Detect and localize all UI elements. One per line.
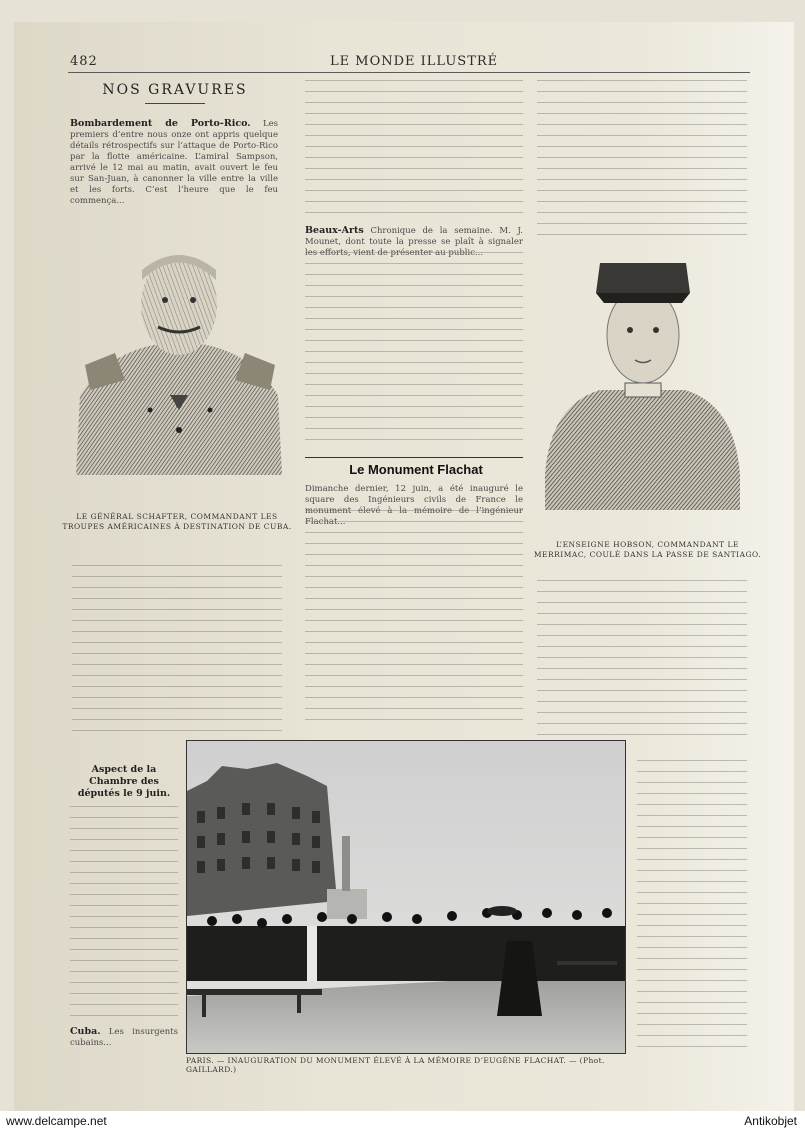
article-heading: Bombardement de Porto-Rico. (70, 118, 251, 129)
article-text: Les premiers d’entre nous onze ont appris quelque détails rétrospectifs sur l’attaque de Porto-Rico par la flotte américaine. L’amiral Sampson, arrivé le 12 mai au matin, avait ouvert le feu sur San-Juan, à canonner la ville entre la ville et les forts. C’est l’heure que le feu commença... (70, 119, 279, 206)
portrait-ensign-hobson (540, 255, 745, 520)
cuba-heading: Cuba. (70, 1026, 101, 1037)
portrait-left-caption: LE GÉNÉRAL SCHAFTER, COMMANDANT LES TROUPES AMÉRICAINES À DESTINATION DE CUBA. (62, 512, 292, 531)
photo-flachat-monument (186, 740, 626, 1054)
page-number: 482 (70, 54, 98, 69)
monument-title: Le Monument Flachat (349, 462, 483, 477)
beaux-arts-text: Chronique de la semaine. M. J. Mounet, dont toute la presse se plaît à signaler les efforts, vient de présenter au public... (305, 226, 523, 258)
monument-rule (305, 457, 523, 458)
middle-text-lines (305, 252, 523, 447)
article-porto-rico (70, 118, 278, 230)
beaux-arts-heading: Beaux-Arts (305, 225, 364, 236)
right-text-lines-mid (537, 580, 747, 740)
article-cuba (70, 1026, 178, 1050)
aspect-heading (70, 764, 178, 804)
cuba-text: Les insurgents cubains... (70, 1027, 178, 1048)
footer-bar (0, 1111, 805, 1131)
portrait-general-shafter (70, 245, 288, 510)
header-rule (68, 72, 750, 73)
right-narrow-text-lines (637, 760, 747, 1050)
portrait-right-caption: L’ENSEIGNE HOBSON, COMMANDANT LE MERRIMAC, COULÉ DANS LA PASSE DE SANTIAGO. (533, 540, 762, 559)
aspect-heading-text: Aspect de la Chambre des députés le 9 juin. (77, 764, 171, 799)
middle-text-lines-top (305, 80, 523, 220)
title-ornament (145, 103, 205, 104)
journal-title: LE MONDE ILLUSTRÉ (330, 54, 499, 69)
monument-text: Dimanche dernier, 12 juin, a été inauguré le square des Ingénieurs civils de France le monument élevé à la mémoire de l’ingénieur Flachat... (305, 484, 523, 527)
right-text-lines-top (537, 80, 747, 240)
footer-right-text: Antikobjet (744, 1114, 797, 1128)
section-title: NOS GRAVURES (102, 82, 248, 98)
footer-left-text: www.delcampe.net (6, 1114, 107, 1128)
photo-scene (187, 741, 625, 1053)
article-beaux-arts (305, 225, 523, 258)
photo-caption: PARIS. — INAUGURATION DU MONUMENT ÉLEVÉ À LA MÉMOIRE D’EUGÈNE FLACHAT. — (Phot. GAILLARD.) (186, 1056, 605, 1074)
monument-text-lines (305, 510, 523, 725)
